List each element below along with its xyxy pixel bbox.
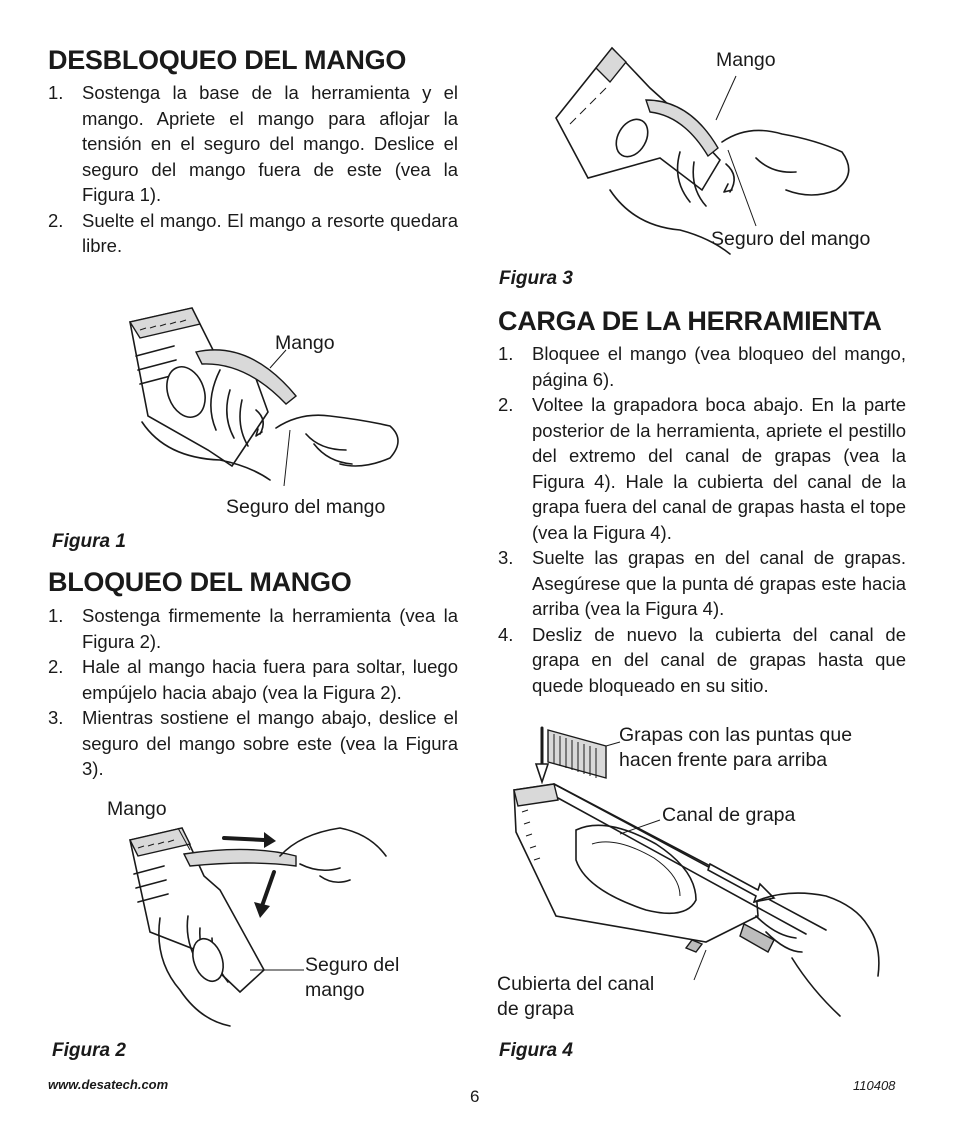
figure4-callout-canal: Canal de grapa: [662, 804, 796, 826]
figure1-callout-seguro: Seguro del mango: [226, 496, 386, 518]
page-number: 6: [470, 1087, 480, 1106]
figure4-caption: Figura 4: [499, 1040, 573, 1061]
section-title-desbloqueo: DESBLOQUEO DEL MANGO: [48, 45, 407, 75]
bloqueo-steps: [48, 603, 458, 782]
figure3-callout-mango: Mango: [716, 49, 776, 71]
list-item: 1. Sostenga firmemente la herramienta (vea la Figura 2).: [48, 605, 458, 652]
figure2-illustration: [100, 820, 460, 1030]
list-item: 2. Voltee la grapadora boca abajo. En la parte posterior de la herramienta, apriete el pestillo del extremo del canal de grapas (vea la Figura 4). Hale la cubierta del canal de la grapa fuera del canal de grapas hasta el tope (vea la Figura 4).: [498, 394, 906, 543]
figure2-callout-mango: Mango: [107, 798, 167, 820]
figure2-callout-seguro: Seguro del mango: [305, 954, 400, 1001]
figure4-callout-cubierta: Cubierta del canal de grapa: [497, 973, 655, 1020]
list-item: 1. Bloquee el mango (vea bloqueo del mango, página 6).: [498, 343, 906, 390]
list-item: 3. Suelte las grapas en del canal de grapas. Asegúrese que la punta dé grapas este hacia arriba (vea la Figura 4).: [498, 547, 906, 619]
figure4-callout-grapas: Grapas con las puntas que hacen frente para arriba: [619, 724, 853, 771]
document-code: 110408: [853, 1078, 896, 1093]
section-title-bloqueo: BLOQUEO DEL MANGO: [48, 567, 352, 597]
carga-steps: [498, 341, 906, 698]
figure1-callout-mango: Mango: [275, 332, 335, 354]
list-item: 4. Desliz de nuevo la cubierta del canal de grapa en del canal de grapas hasta que quede bloqueado en su sitio.: [498, 623, 906, 696]
list-item: 1. Sostenga la base de la herramienta y el mango. Apriete el mango para aflojar la tensión en el seguro del mango. Deslice el seguro del mango fuera de este (vea la Figura 1).: [48, 82, 458, 205]
footer-url: www.desatech.com: [48, 1077, 169, 1092]
section-title-carga: CARGA DE LA HERRAMIENTA: [498, 306, 882, 336]
figure3-callout-seguro: Seguro del mango: [711, 228, 871, 250]
desbloqueo-steps: [48, 80, 458, 259]
figure1-caption: Figura 1: [52, 531, 126, 552]
figure2-caption: Figura 2: [52, 1040, 126, 1061]
list-item: 3. Mientras sostiene el mango abajo, deslice el seguro del mango sobre este (vea la Figura 3).: [48, 707, 458, 779]
list-item: 2. Hale al mango hacia fuera para soltar, luego empújelo hacia abajo (vea la Figura 2).: [48, 656, 458, 703]
figure3-caption: Figura 3: [499, 268, 573, 289]
list-item: 2. Suelte el mango. El mango a resorte quedara libre.: [48, 209, 458, 256]
